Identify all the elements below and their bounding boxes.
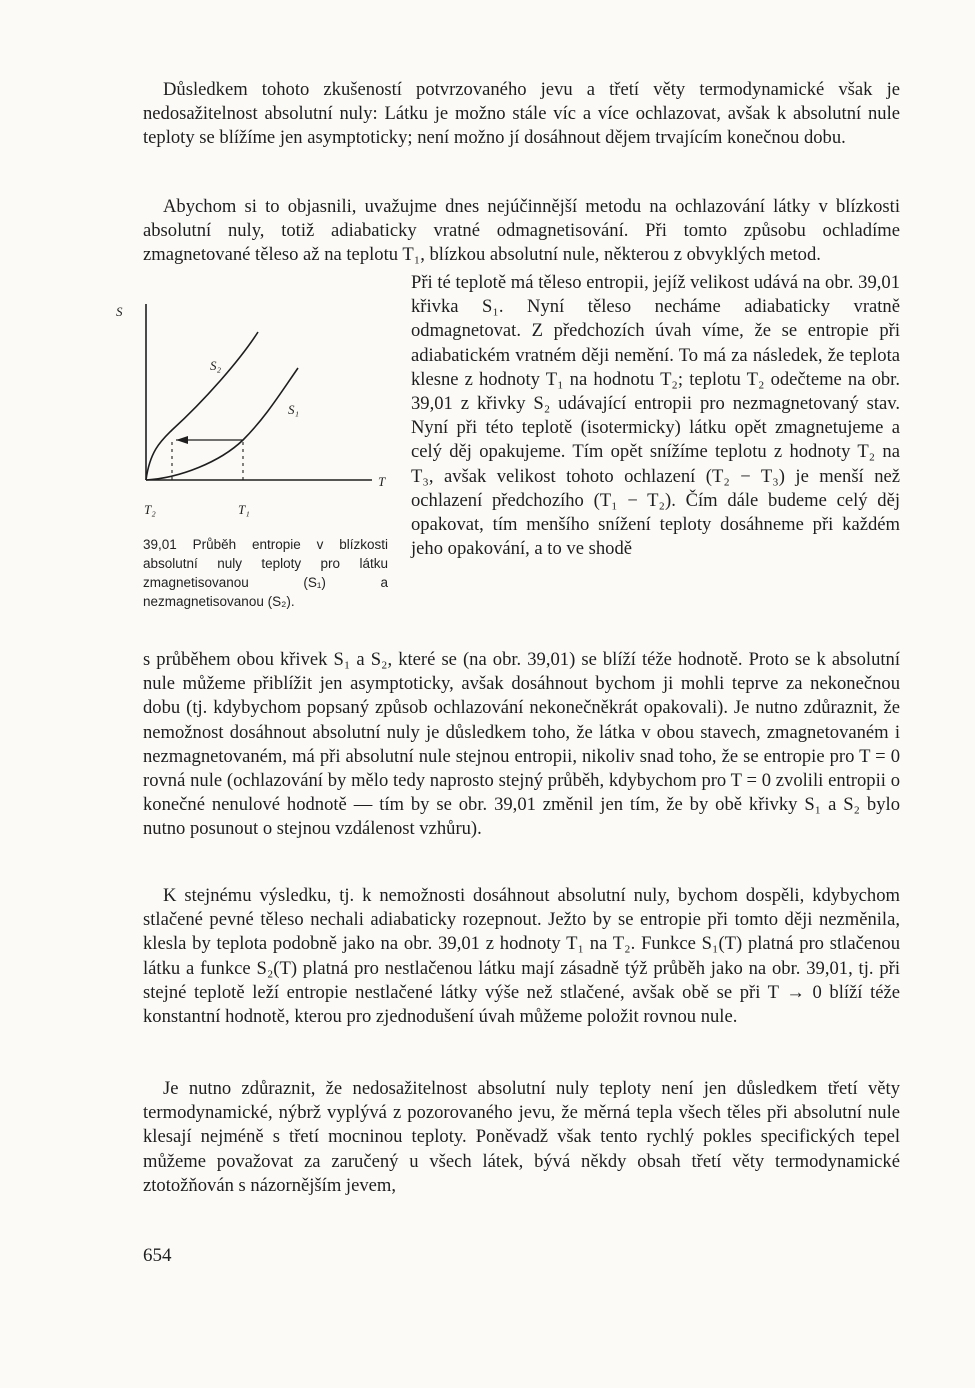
x-axis-label: T bbox=[378, 474, 386, 489]
paragraph-1 bbox=[143, 78, 900, 151]
paragraph-2-side-text: Při té teplotě má těleso entropii, jejíž velikost udává na obr. 39,01 křivka S₁. Nyní těleso necháme adiabaticky vratně odmagnetovat. Z předchozích úvah víme, že se entropie při adiabatickém vratném ději nemění. To má za následek, že teplota klesne z hodnoty T₁ na hodnotu T₂; teplotu T₂ odečteme na obr. 39,01 z křivky S₂ udávající entropii pro nezmagnetovaný stav. Nyní při této teplotě (isotermicky) látku opět zmagnetujeme a celý děj opakujeme. Tím opět snížíme teplotu z hodnoty T₂ na T₃, avšak velikost tohoto ochlazení (T₂ − T₃) je menší než ochlazení předchozího (T₁ − T₂). Čím dále budeme celý děj opakovat, tím menšího snížení teploty dosáhneme při každém jeho opakování, a to ve shodě bbox=[411, 272, 900, 560]
tick-t2-label: T₂ bbox=[144, 502, 156, 517]
paragraph-4-text: Je nutno zdůraznit, že nedosažitelnost absolutní nuly teploty není jen důsledkem třetí věty termodynamické, nýbrž vyplývá z pozorovaného jevu, že měrná tepla všech těles při absolutní nule klesají nejméně s třetí mocninou teploty. Poněvadž však tento rychlý pokles specifických tepel můžeme považovat za zaručený u všech látek, bývá někdy obsah třetí věty termodynamické ztotožňován s názornějším jevem, bbox=[143, 1078, 900, 1196]
paragraph-2-intro-text: Abychom si to objasnili, uvažujme dnes nejúčinnější metodu na ochlazování látky v blízkosti absolutní nuly, totiž adiabaticky vratné odmagnetisování. Při tomto způsobu ochladíme zmagnetované těleso až na teplotu T₁, blízkou absolutní nule, některou z obvyklých metod. bbox=[143, 196, 900, 266]
paragraph-4 bbox=[143, 1077, 900, 1198]
curve-s1-label: S₁ bbox=[288, 402, 300, 417]
paragraph-2-side-column bbox=[411, 271, 900, 561]
paragraph-2-continuation-text: s průběhem obou křivek S₁ a S₂, které se (na obr. 39,01) se blíží téže hodnotě. Proto se k absolutní nule můžeme přiblížit jen asymptoticky, avšak dosáhnout bychom ji mohli teprve za nekonečnou dobu (tj. kdybychom popsaný způsob ochlazování nekonečněkrát opakovali). Je nutno zdůraznit, že nemožnost dosáhnout absolutní nuly je důsledkem toho, že látka v obou stavech, zmagnetovaném i nezmagnetovaném, má při absolutní nule stejnou entropii, nikoliv snad toho, že se entropie pro T = 0 rovná nule (ochlazování by mělo tedy naprosto stejný průběh, kdybychom pro T = 0 zvolili entropii o konečné nenulové hodnotě — tím by se obr. 39,01 změnil jen tím, že by obě křivky S₁ a S₂ bylo nutno posunout o stejnou vzdálenost vzhůru). bbox=[143, 649, 900, 840]
figure-caption: 39,01 Průběh entropie v blízkosti absolutní nuly teploty pro látku zmagnetisovanou (S₁) a nezmagnetisovanou (S₂). bbox=[143, 537, 388, 609]
curve-s2 bbox=[146, 332, 258, 480]
entropy-figure bbox=[110, 290, 400, 540]
page-number: 654 bbox=[143, 1245, 172, 1266]
paragraph-2-continuation bbox=[143, 648, 900, 842]
curve-s2-label: S₂ bbox=[210, 358, 222, 373]
tick-t1-label: T₁ bbox=[238, 502, 250, 517]
paragraph-3 bbox=[143, 884, 900, 1029]
arrow-head-icon bbox=[176, 436, 188, 444]
paragraph-1-text: Důsledkem tohoto zkušeností potvrzovaného jevu a třetí věty termodynamické však je nedosažitelnost absolutní nuly: Látku je možno stále víc a více ochlazovat, avšak k absolutní nule teploty se blížíme jen asymptoticky; není možno jí dosáhnout dějem trvajícím konečnou dobu. bbox=[143, 79, 900, 149]
curve-s1 bbox=[146, 368, 298, 480]
paragraph-3-text: K stejnému výsledku, tj. k nemožnosti dosáhnout absolutní nuly, bychom dospěli, kdybychom stlačené pevné těleso nechali adiabaticky rozepnout. Ježto by se entropie při tomto ději nezměnila, klesla by teplota podobně jako na obr. 39,01 z hodnoty T₁ na T₂. Funkce S₁(T) platná pro stlačenou látku a funkce S₂(T) platná pro nestlačenou látku mají zásadně týž průběh jako na obr. 39,01, tj. při stejné teplotě leží entropie nestlačené látky výše než stlačené, avšak obě se při T → 0 blíží téže konstantní hodnotě, kterou pro zjednodušení úvah můžeme položit rovnou nule. bbox=[143, 885, 900, 1028]
y-axis-label: S bbox=[116, 304, 123, 319]
paragraph-2-intro bbox=[143, 195, 900, 267]
